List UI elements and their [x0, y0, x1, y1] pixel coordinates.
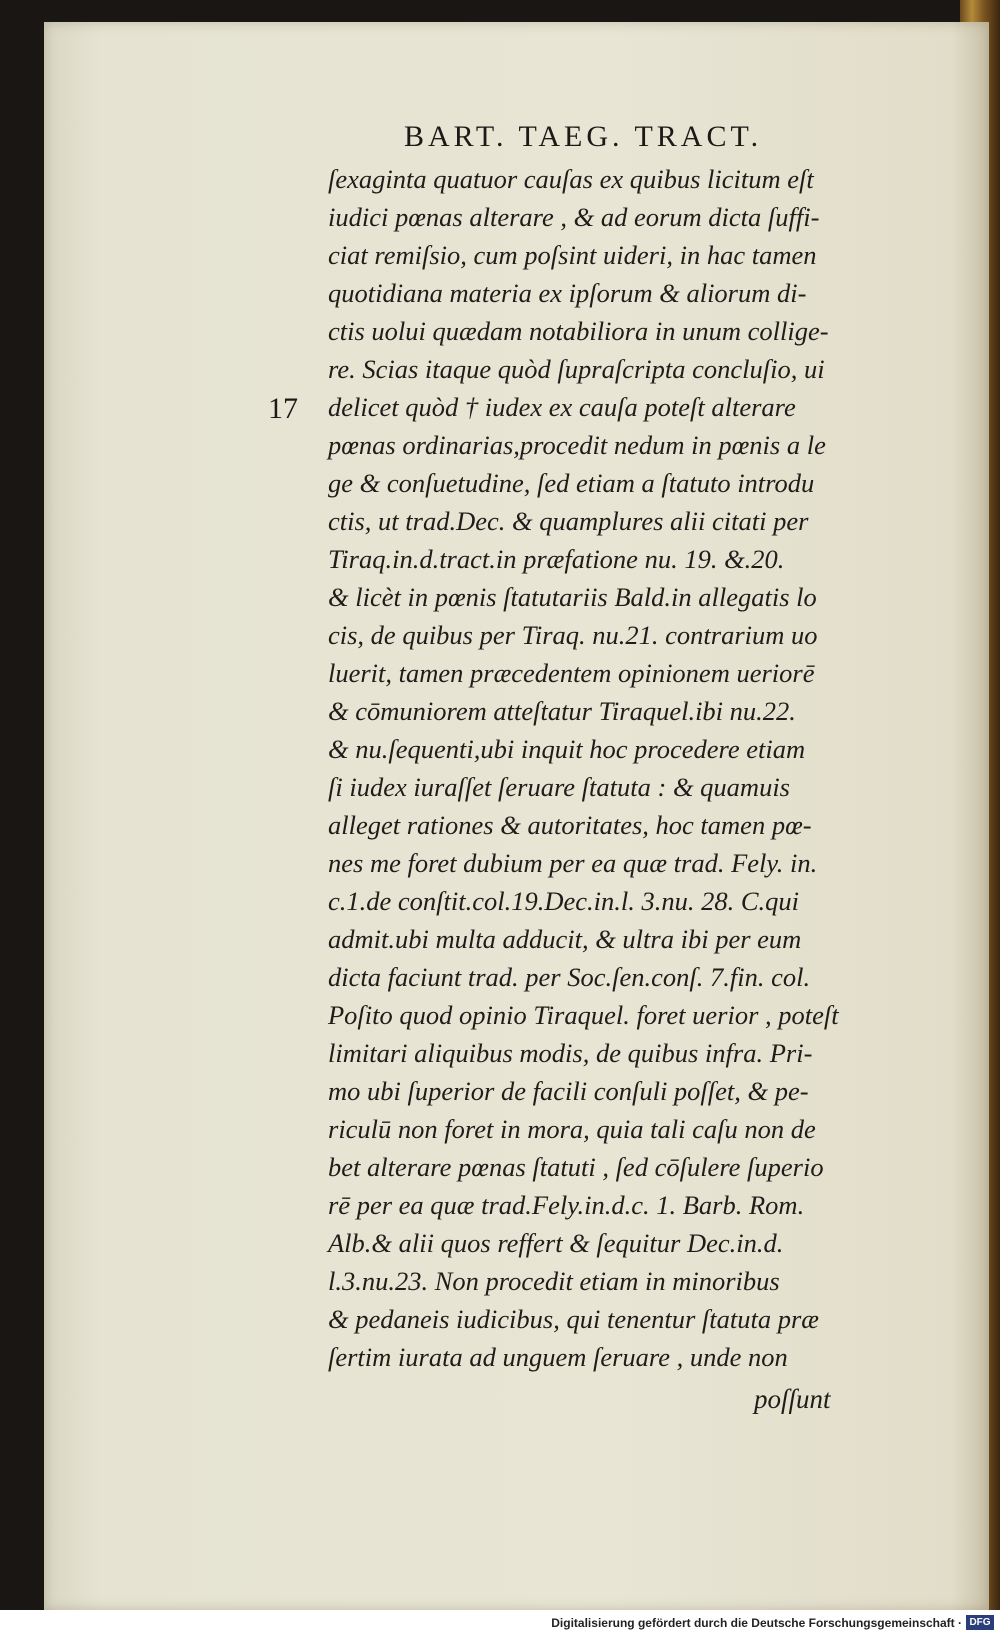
text-line: admit.ubi multa adducit, & ultra ibi per eum [328, 924, 802, 954]
text-line: quotidiana materia ex ipſorum & aliorum di- [328, 278, 807, 308]
text-line: Tiraq.in.d.tract.in præfatione nu. 19. &.20. [328, 544, 785, 574]
text-line: ciat remiſsio, cum poſsint uideri, in hac tamen [328, 240, 817, 270]
text-line: alleget rationes & autoritates, hoc tamen pœ- [328, 810, 812, 840]
text-line: mo ubi ſuperior de facili conſuli poſſet, & pe- [328, 1076, 809, 1106]
text-line: ſexaginta quatuor cauſas ex quibus licitum eſt [328, 164, 814, 194]
text-line: pœnas ordinarias,procedit nedum in pœnis a le [328, 430, 826, 460]
text-line: limitari aliquibus modis, de quibus infra. Pri- [328, 1038, 813, 1068]
text-line: cis, de quibus per Tiraq. nu.21. contrarium uo [328, 620, 818, 650]
funding-credit: Digitalisierung gefördert durch die Deutsche Forschungsgemeinschaft · [551, 1616, 962, 1630]
dfg-logo-icon: DFG [966, 1615, 994, 1630]
text-line: Poſito quod opinio Tiraquel. foret uerior , poteſt [328, 1000, 839, 1030]
text-line: luerit, tamen præcedentem opinionem ueriorē [328, 658, 815, 688]
catchword: poſſunt [754, 1384, 831, 1414]
text-line: ge & conſuetudine, ſed etiam a ſtatuto introdu [328, 468, 815, 498]
text-line: riculū non foret in mora, quia tali caſu non de [328, 1114, 816, 1144]
text-line: ſi iudex iuraſſet ſeruare ſtatuta : & quamuis [328, 772, 790, 802]
text-line: & cōmuniorem atteſtatur Tiraquel.ibi nu.22. [328, 696, 796, 726]
text-line: delicet quòd † iudex ex cauſa poteſt alterare [328, 392, 796, 422]
text-line: Alb.& alii quos reffert & ſequitur Dec.in.d. [328, 1228, 784, 1258]
text-line: bet alterare pœnas ſtatuti , ſed cōſulere ſuperio [328, 1152, 824, 1182]
text-line: l.3.nu.23. Non procedit etiam in minoribus [328, 1266, 780, 1296]
margin-note-number: 17 [268, 392, 298, 425]
text-line: c.1.de conſtit.col.19.Dec.in.l. 3.nu. 28. C.qui [328, 886, 800, 916]
text-line: rē per ea quæ trad.Fely.in.d.c. 1. Barb. Rom. [328, 1190, 805, 1220]
text-line: iudici pœnas alterare , & ad eorum dicta ſuffi- [328, 202, 820, 232]
text-line: ctis uolui quædam notabiliora in unum collige- [328, 316, 829, 346]
text-line: ctis, ut trad.Dec. & quamplures alii citati per [328, 506, 809, 536]
text-line: dicta faciunt trad. per Soc.ſen.conſ. 7.fin. col. [328, 962, 811, 992]
text-line: & licèt in pœnis ſtatutariis Bald.in allegatis lo [328, 582, 817, 612]
text-line: ſertim iurata ad unguem ſeruare , unde non [328, 1342, 788, 1372]
running-header: BART. TAEG. TRACT. [404, 120, 763, 153]
body-text [328, 160, 948, 1376]
text-line: & pedaneis iudicibus, qui tenentur ſtatuta præ [328, 1304, 819, 1334]
text-line: & nu.ſequenti,ubi inquit hoc procedere etiam [328, 734, 806, 764]
text-line: nes me foret dubium per ea quæ trad. Fely. in. [328, 848, 818, 878]
text-line: re. Scias itaque quòd ſupraſcripta concluſio, ui [328, 354, 825, 384]
